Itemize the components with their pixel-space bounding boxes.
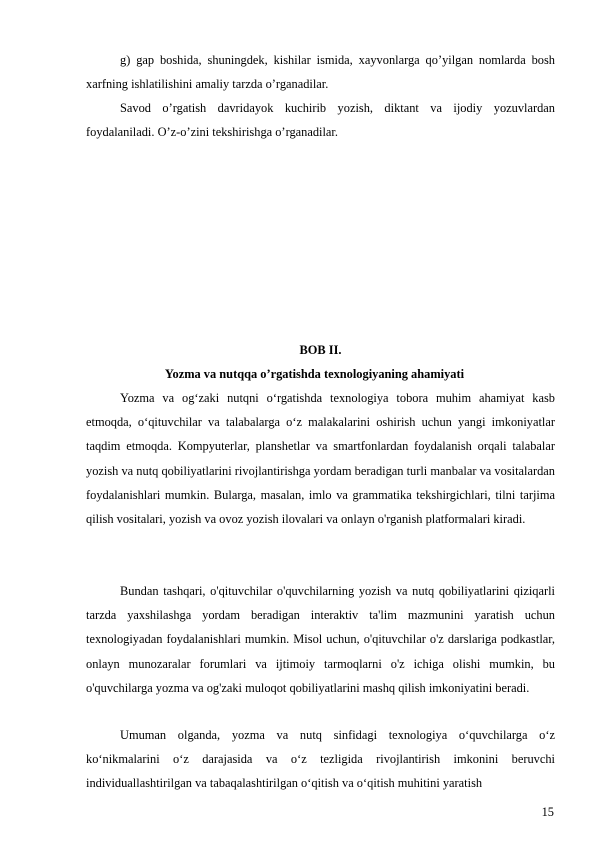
paragraph-literacy-writing: Savod o’rgatish davridayok kuchirib yozish, diktant va ijodiy yozuvlardan foydalaniladi. O’z-o’zini tekshirishga o’rganadilar. [86,101,555,140]
paragraph-individualized-learning: Umuman olganda, yozma va nutq sinfidagi texnologiya o‘quvchilarga o‘z ko‘nikmalarini o‘z darajasida va o‘z tezligida rivojlantirish imkonini beruvchi individuallashtirilgan va tabaqalashtirilgan o‘qitish va o‘qitish muhitini yaratish [86,728,555,791]
chapter-label: BOB II. [299,343,342,357]
paragraph-capital-letters: g) gap boshida, shuningdek, kishilar ismida, xayvonlarga qo’yilgan nomlarda bosh xarfning ishlatilishini amaliy tarzda o’rganadilar. [86,53,555,92]
page-number: 15 [541,805,554,819]
chapter-title: Yozma va nutqqa o’rgatishda texnologiyaning ahamiyati [164,367,465,381]
paragraph-interactive-content: Bundan tashqari, o'qituvchilar o'quvchilarning yozish va nutq qobiliyatlarini qiziqarli tarzda yaxshilashga yordam beradigan interaktiv ta'lim mazmunini yaratish uchun texnologiyadan foydalanishlari mumkin. Misol uchun, o'qituvchilar o'z darslariga podkastlar, onlayn munozaralar forumlari va ijtimoiy tarmoqlarni o'z ichiga olishi mumkin, bu o'quvchilarga yozma va og'zaki muloqot qobiliyatlarini mashq qilish imkoniyatini beradi. [86,584,555,695]
paragraph-technology-importance: Yozma va og‘zaki nutqni o‘rgatishda texnologiya tobora muhim ahamiyat kasb etmoqda, o‘qituvchilar va talabalarga o‘z malakalarini oshirish uchun yangi imkoniyatlar taqdim etmoqda. Kompyuterlar, planshetlar va smartfonlardan foydalanish orqali talabalar yozish va nutq qobiliyatlarini rivojlantirishga yordam beradigan turli manbalar va vositalardan foydalanishlari mumkin. Bularga, masalan, imlo va grammatika tekshirgichlari, tilni tarjima qilish vositalari, yozish va ovoz yozish ilovalari va onlayn o'rganish platformalari kiradi. [86,391,555,527]
